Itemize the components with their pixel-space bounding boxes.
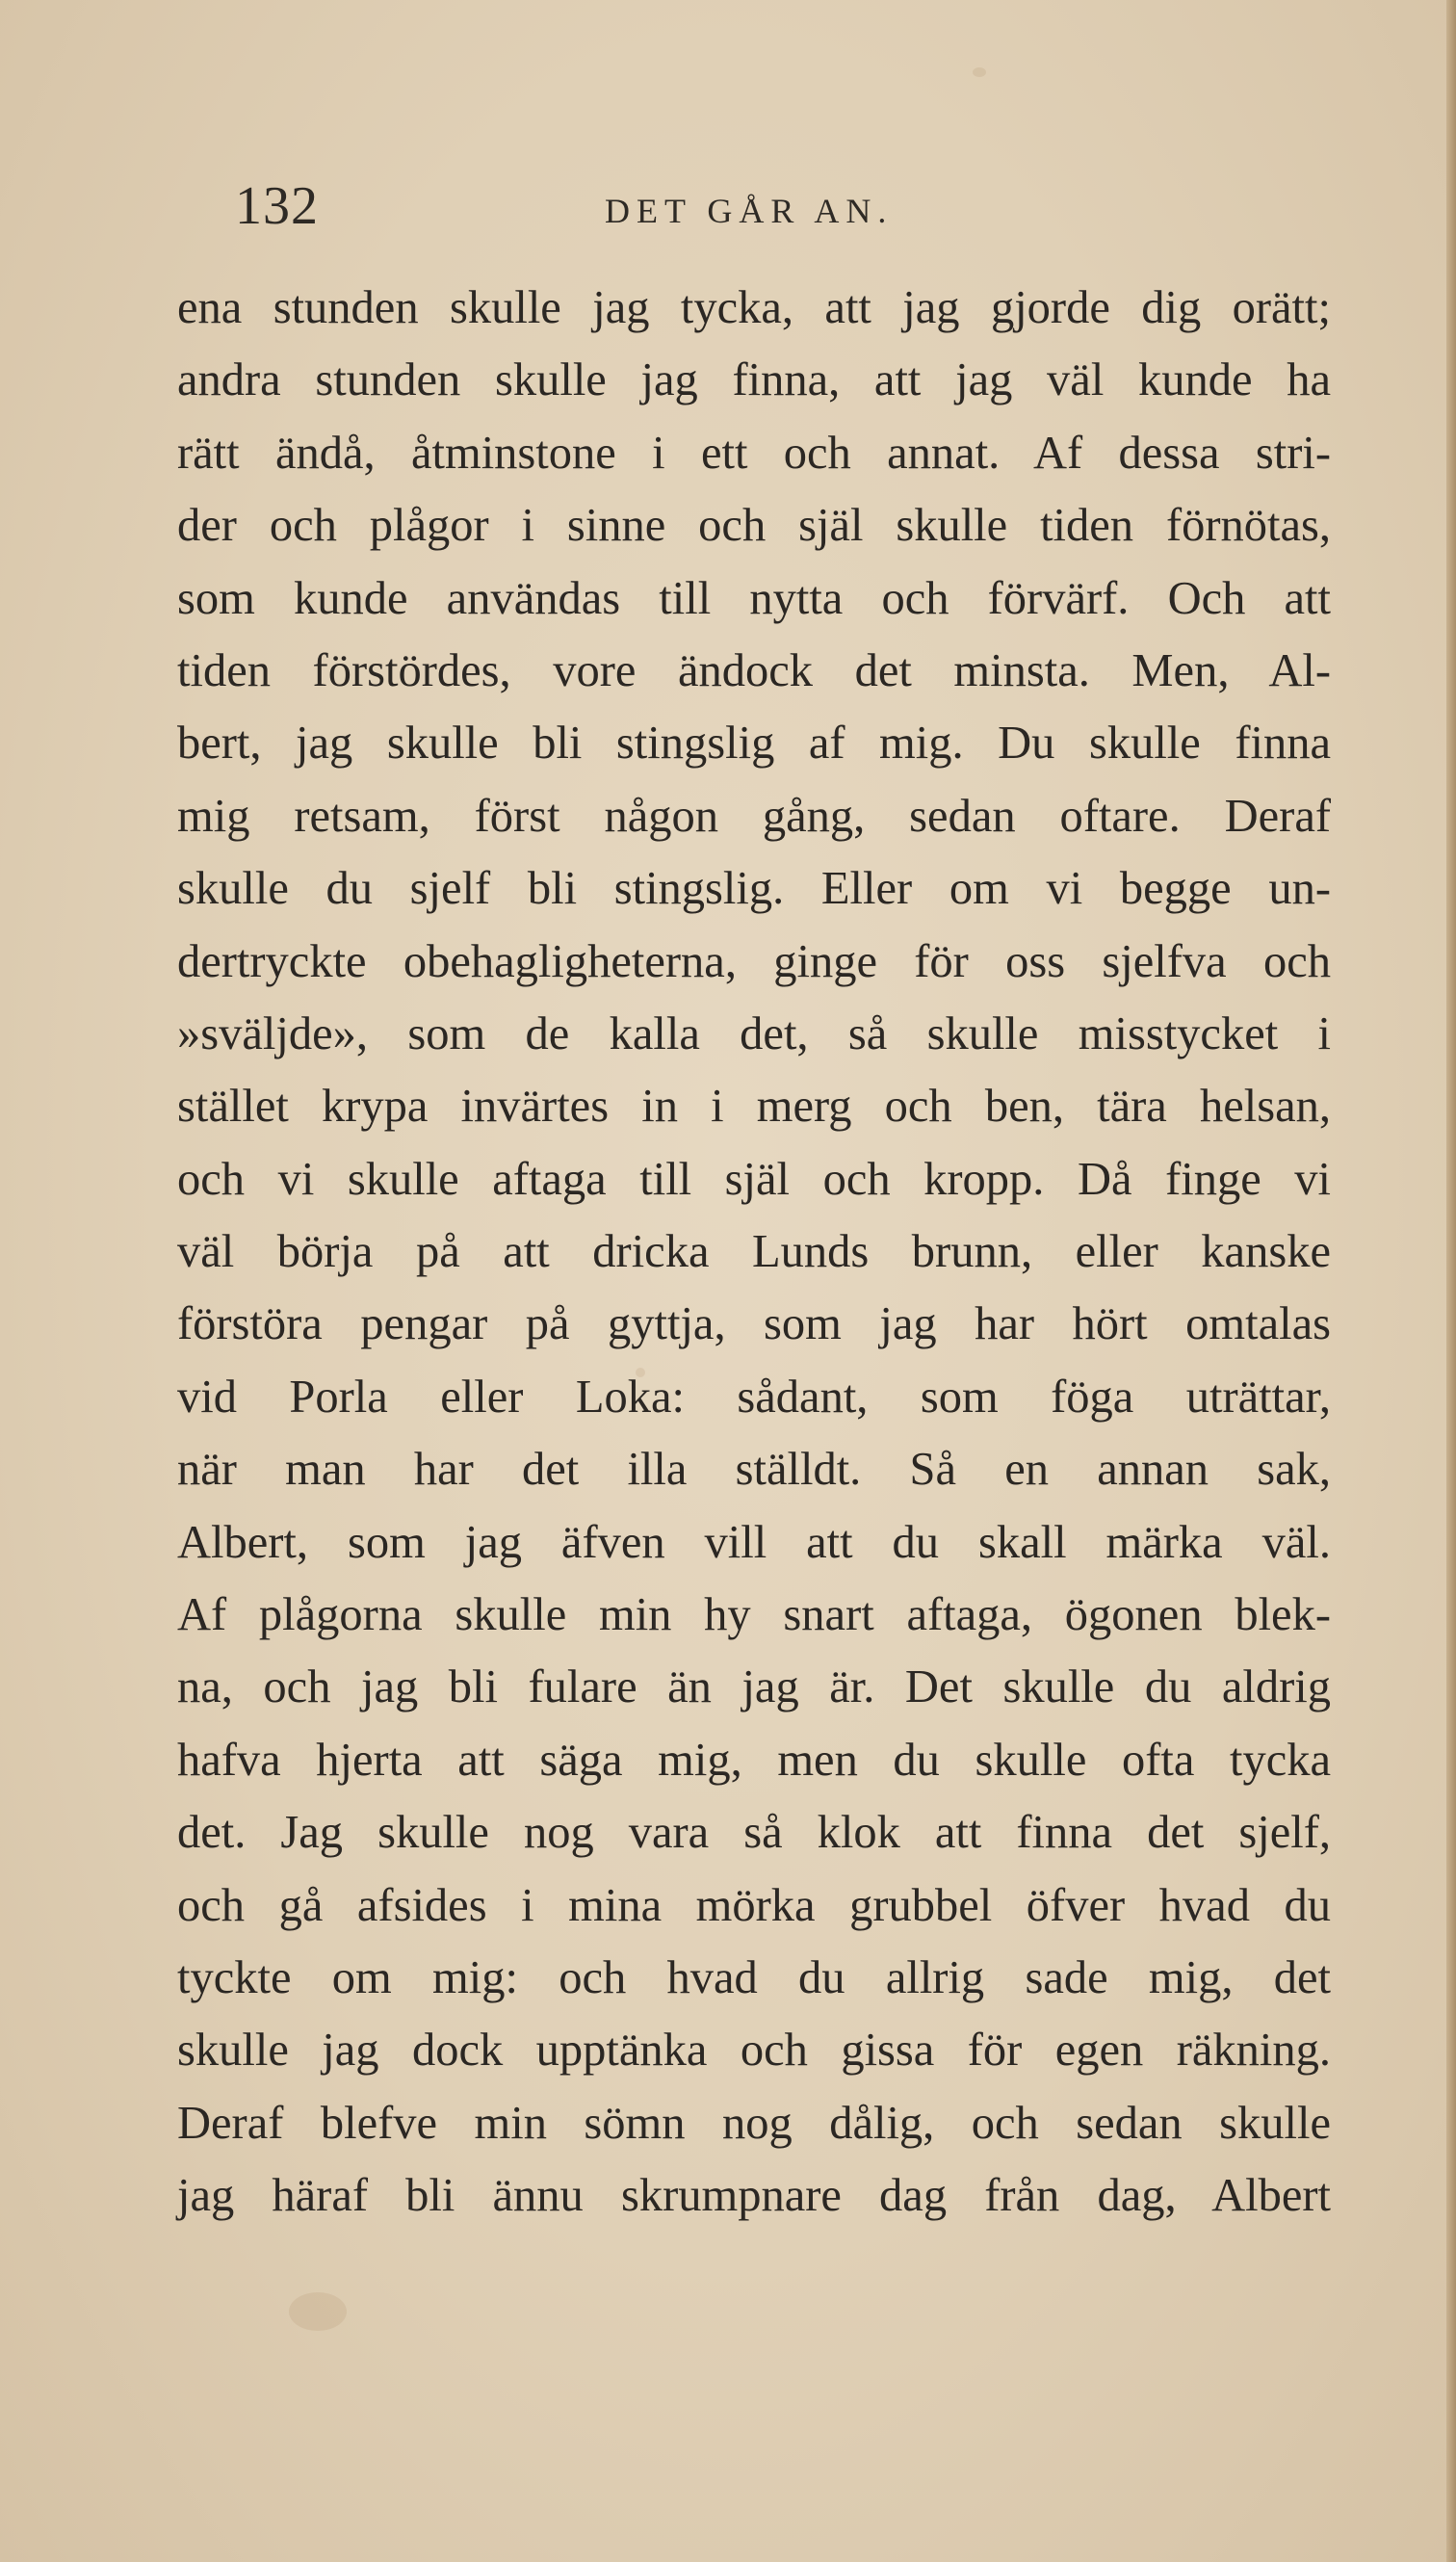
body-text (177, 272, 1331, 2233)
text-line: jag häraf bli ännu skrumpnare dag från dag, Albert (177, 2170, 1331, 2222)
text-line: andra stunden skulle jag finna, att jag väl kunde ha (177, 354, 1331, 406)
text-line: tyckte om mig: och hvad du allrig sade mig, det (177, 1951, 1331, 2003)
text-line: skulle du sjelf bli stingslig. Eller om vi begge un- (177, 863, 1331, 915)
text-line: stället krypa invärtes in i merg och ben, tära helsan, (177, 1081, 1331, 1133)
text-line: tiden förstördes, vore ändock det minsta. Men, Al- (177, 644, 1331, 696)
text-line: rätt ändå, åtminstone i ett och annat. Af dessa stri- (177, 427, 1331, 479)
text-line: Albert, som jag äfven vill att du skall märka väl. (177, 1516, 1331, 1568)
text-line: mig retsam, först någon gång, sedan oftare. Deraf (177, 790, 1331, 842)
text-line: och vi skulle aftaga till själ och kropp. Då finge vi (177, 1153, 1331, 1205)
text-line: väl börja på att dricka Lunds brunn, eller kanske (177, 1226, 1331, 1278)
text-line: när man har det illa ställdt. Så en annan sak, (177, 1444, 1331, 1496)
text-line: vid Porla eller Loka: sådant, som föga uträttar, (177, 1371, 1331, 1423)
text-line: hafva hjerta att säga mig, men du skulle ofta tycka (177, 1734, 1331, 1786)
text-line: skulle jag dock upptänka och gissa för egen räkning. (177, 2025, 1331, 2077)
text-line: dertryckte obehagligheterna, ginge för oss sjelfva och (177, 935, 1331, 987)
text-line: ena stunden skulle jag tycka, att jag gjorde dig orätt; (177, 282, 1331, 333)
page-header (0, 175, 1452, 252)
text-line: na, och jag bli fulare än jag är. Det skulle du aldrig (177, 1661, 1331, 1713)
text-line: det. Jag skulle nog vara så klok att finna det sjelf, (177, 1807, 1331, 1859)
page-number: 132 (235, 176, 319, 236)
text-line: och gå afsides i mina mörka grubbel öfver hvad du (177, 1879, 1331, 1931)
text-line: förstöra pengar på gyttja, som jag har hört omtalas (177, 1298, 1331, 1350)
paper-stain (973, 67, 986, 77)
text-line: Af plågorna skulle min hy snart aftaga, ögonen blek- (177, 1589, 1331, 1641)
paper-stain (289, 2292, 347, 2331)
text-line: bert, jag skulle bli stingslig af mig. Du skulle finna (177, 718, 1331, 770)
running-title: DET GÅR AN. (605, 192, 894, 230)
text-line: som kunde användas till nytta och förvärf. Och att (177, 572, 1331, 624)
text-line: der och plågor i sinne och själ skulle tiden förnötas, (177, 500, 1331, 552)
text-line: Deraf blefve min sömn nog dålig, och sedan skulle (177, 2097, 1331, 2149)
text-line: »sväljde», som de kalla det, så skulle misstycket i (177, 1007, 1331, 1059)
page-edge (1446, 0, 1456, 2562)
